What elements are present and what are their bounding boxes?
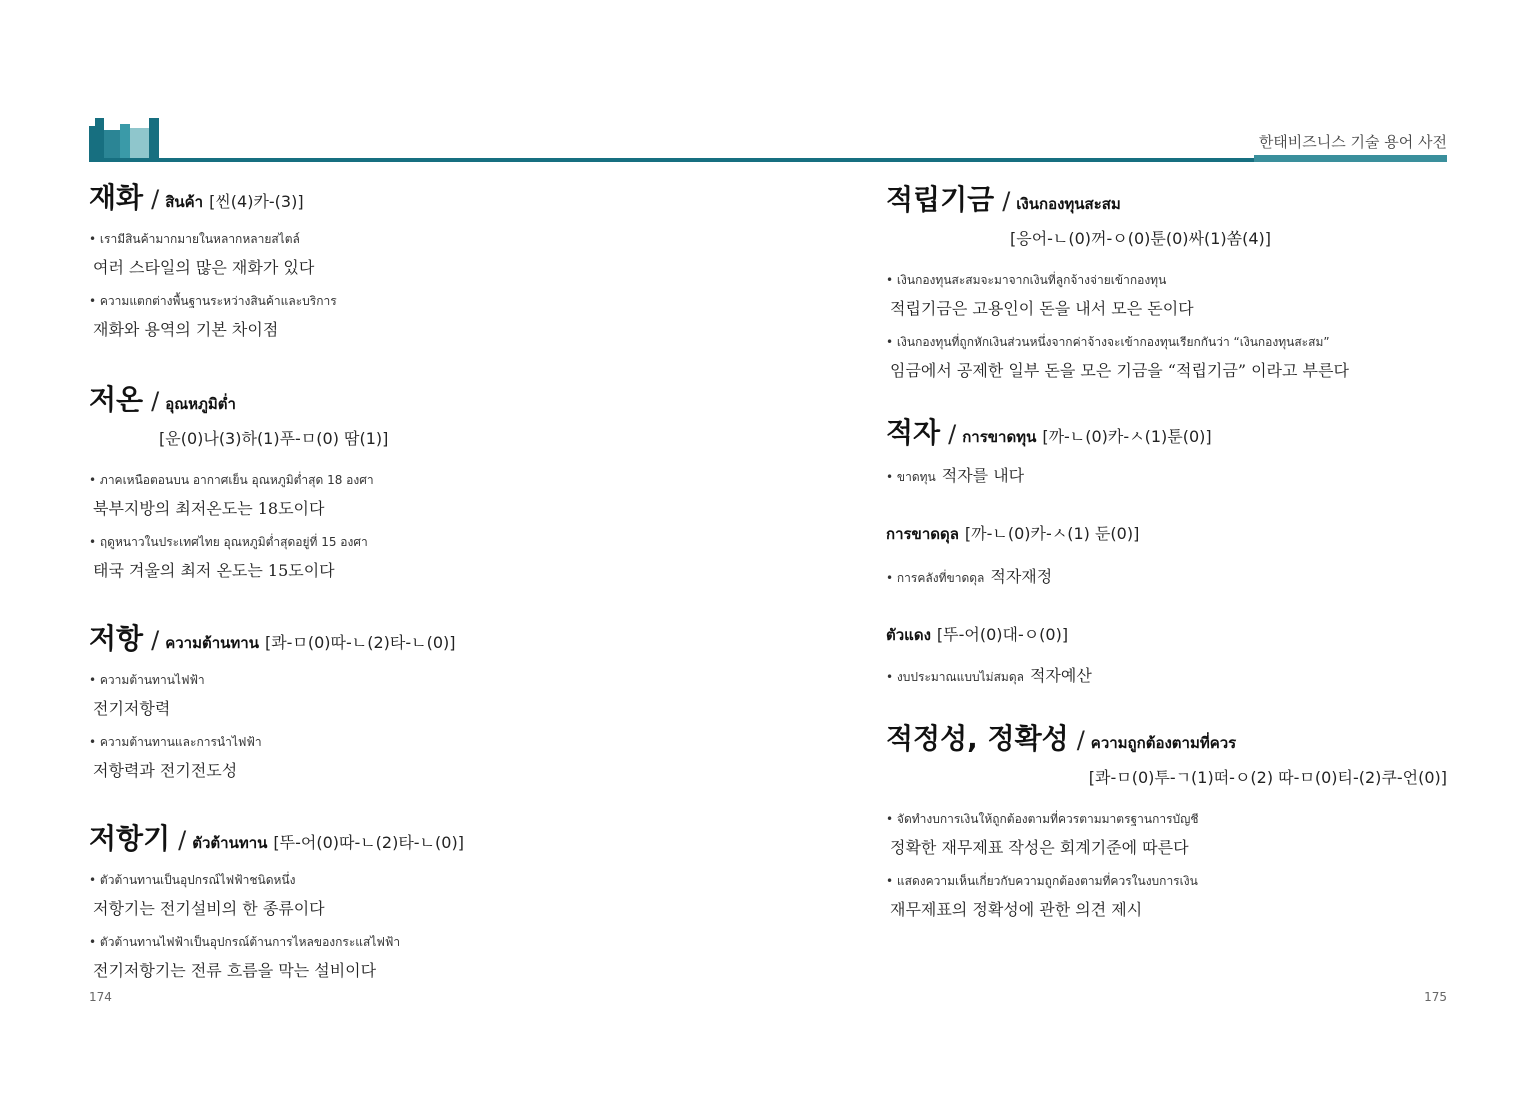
example-thai: • จัดทำงบการเงินให้ถูกต้องตามที่ควรตามมาตรฐานการบัญชี — [886, 810, 1447, 829]
pronunciation: [까-ㄴ(0)카-ㅅ(1) 둔(0)] — [964, 524, 1140, 543]
example-korean: 재화와 용역의 기본 차이점 — [93, 320, 279, 339]
entry-jaehwa — [89, 176, 729, 340]
example-korean: 적립기금은 고용인이 돈을 내서 모은 돈이다 — [890, 299, 1194, 318]
example-thai: • ภาคเหนือตอนบน อากาศเย็น อุณหภูมิต่ำสุด 18 องศา — [89, 471, 729, 490]
slash: / — [151, 626, 160, 654]
slash: / — [178, 826, 187, 854]
pronunciation: [씬(4)카-(3)] — [209, 192, 304, 211]
term-korean: 적립기금 — [886, 183, 995, 216]
example-thai: • งบประมาณแบบไม่สมดุล — [886, 668, 1024, 687]
example-korean: 임금에서 공제한 일부 돈을 모은 기금을 “적립기금” 이라고 부른다 — [890, 361, 1349, 380]
slash: / — [1002, 187, 1011, 215]
right-page — [886, 170, 1447, 920]
example-thai: • แสดงความเห็นเกี่ยวกับความถูกต้องตามที่ควรในงบการเงิน — [886, 872, 1447, 891]
pronunciation: [까-ㄴ(0)카-ㅅ(1)툰(0)] — [1042, 427, 1212, 446]
term-korean: 저항 — [89, 622, 144, 655]
entry-jeohang — [89, 617, 729, 781]
example — [89, 733, 729, 781]
pronunciation: [콰-ㅁ(0)투-ㄱ(1)떠-ㅇ(2) 따-ㅁ(0)티-(2)쿠-언(0)] — [1088, 768, 1447, 787]
example — [89, 292, 729, 340]
example — [886, 564, 1447, 588]
example-thai: • ขาดทุน — [886, 468, 936, 487]
example-thai: • ตัวต้านทานไฟฟ้าเป็นอุปกรณ์ต้านการไหลของกระแสไฟฟ้า — [89, 933, 729, 952]
example-korean: 저항력과 전기전도성 — [93, 761, 238, 780]
term-korean: 적자 — [886, 416, 941, 449]
term-thai: ตัวแดง — [886, 626, 931, 644]
entry-tuadaeng — [886, 622, 1447, 687]
book-title: 한태비즈니스 기술 용어 사전 — [1258, 133, 1447, 151]
page-number-right: 175 — [1424, 990, 1447, 1004]
slash: / — [948, 420, 957, 448]
term-thai: เงินกองทุนสะสม — [1016, 195, 1121, 213]
example-thai: • การคลังที่ขาดดุล — [886, 569, 984, 588]
pronunciation: [운(0)나(3)하(1)푸-ㅁ(0) 땀(1)] — [159, 429, 389, 448]
example — [89, 871, 729, 919]
example-korean: 정확한 재무제표 작성은 회계기준에 따른다 — [890, 838, 1189, 857]
example — [886, 663, 1447, 687]
example-thai: • เงินกองทุนที่ถูกหักเงินส่วนหนึ่งจากค่าจ้างจะเข้ากองทุนเรียกกันว่า “เงินกองทุนสะสม” — [886, 333, 1447, 352]
example-korean: 저항기는 전기설비의 한 종류이다 — [93, 899, 325, 918]
term-korean: 재화 — [89, 181, 144, 214]
entry-jeokja — [886, 411, 1447, 487]
slash: / — [1076, 726, 1085, 754]
example — [886, 463, 1447, 487]
example-korean: 적자재정 — [990, 567, 1053, 586]
term-thai: การขาดทุน — [962, 428, 1037, 446]
example-thai: • ตัวต้านทานเป็นอุปกรณ์ไฟฟ้าชนิดหนึ่ง — [89, 871, 729, 890]
entry-jeoon — [89, 378, 729, 581]
page-number-left: 174 — [89, 990, 112, 1004]
example-korean: 북부지방의 최저온도는 18도이다 — [93, 499, 325, 518]
entry-kankhatdun — [886, 521, 1447, 588]
slash: / — [151, 185, 160, 213]
pronunciation: [응어-ㄴ(0)꺼-ㅇ(0)툰(0)싸(1)쏨(4)] — [1010, 229, 1271, 248]
example — [89, 230, 729, 278]
example-korean: 여러 스타일의 많은 재화가 있다 — [93, 258, 315, 277]
example-thai: • เรามีสินค้ามากมายในหลากหลายสไตล์ — [89, 230, 729, 249]
example — [886, 810, 1447, 858]
example-korean: 적자를 내다 — [941, 466, 1025, 485]
header-rule — [89, 158, 1447, 162]
term-thai: การขาดดุล — [886, 525, 959, 543]
example-korean: 전기저항력 — [93, 699, 171, 718]
term-thai: สินค้า — [165, 193, 204, 211]
example-korean: 적자예산 — [1029, 666, 1092, 685]
entry-jeohanggi — [89, 817, 729, 981]
term-thai: ความถูกต้องตามที่ควร — [1090, 734, 1237, 752]
example-korean: 재무제표의 정확성에 관한 의견 제시 — [890, 900, 1143, 919]
example-thai: • ความแตกต่างพื้นฐานระหว่างสินค้าและบริการ — [89, 292, 729, 311]
example — [886, 271, 1447, 319]
example-thai: • ฤดูหนาวในประเทศไทย อุณหภูมิต่ำสุดอยู่ที่ 15 องศา — [89, 533, 729, 552]
example-thai: • เงินกองทุนสะสมจะมาจากเงินที่ลูกจ้างจ่ายเข้ากองทุน — [886, 271, 1447, 290]
example — [89, 671, 729, 719]
example — [89, 471, 729, 519]
entry-jeokjeongseong — [886, 717, 1447, 920]
pronunciation: [뚜-어(0)대-ㅇ(0)] — [936, 625, 1069, 644]
slash: / — [151, 387, 160, 415]
term-thai: อุณหภูมิต่ำ — [165, 395, 236, 413]
example — [886, 872, 1447, 920]
term-thai: ตัวต้านทาน — [192, 834, 268, 852]
term-korean: 저항기 — [89, 822, 171, 855]
pronunciation: [뚜-어(0)따-ㄴ(2)타-ㄴ(0)] — [273, 833, 464, 852]
example — [89, 533, 729, 581]
term-korean: 저온 — [89, 383, 144, 416]
pronunciation: [콰-ㅁ(0)따-ㄴ(2)타-ㄴ(0)] — [264, 633, 456, 652]
example — [886, 333, 1447, 381]
term-korean: 적정성, 정확성 — [886, 722, 1069, 755]
example-thai: • ความต้านทานและการนำไฟฟ้า — [89, 733, 729, 752]
example-thai: • ความต้านทานไฟฟ้า — [89, 671, 729, 690]
left-page — [89, 170, 729, 981]
term-thai: ความต้านทาน — [165, 634, 259, 652]
example-korean: 전기저항기는 전류 흐름을 막는 설비이다 — [93, 961, 377, 980]
entry-jeoripgigeum — [886, 178, 1447, 381]
book-spines-logo-icon — [89, 118, 159, 162]
example — [89, 933, 729, 981]
example-korean: 태국 겨울의 최저 온도는 15도이다 — [93, 561, 335, 580]
header-rule-accent — [1254, 155, 1447, 162]
